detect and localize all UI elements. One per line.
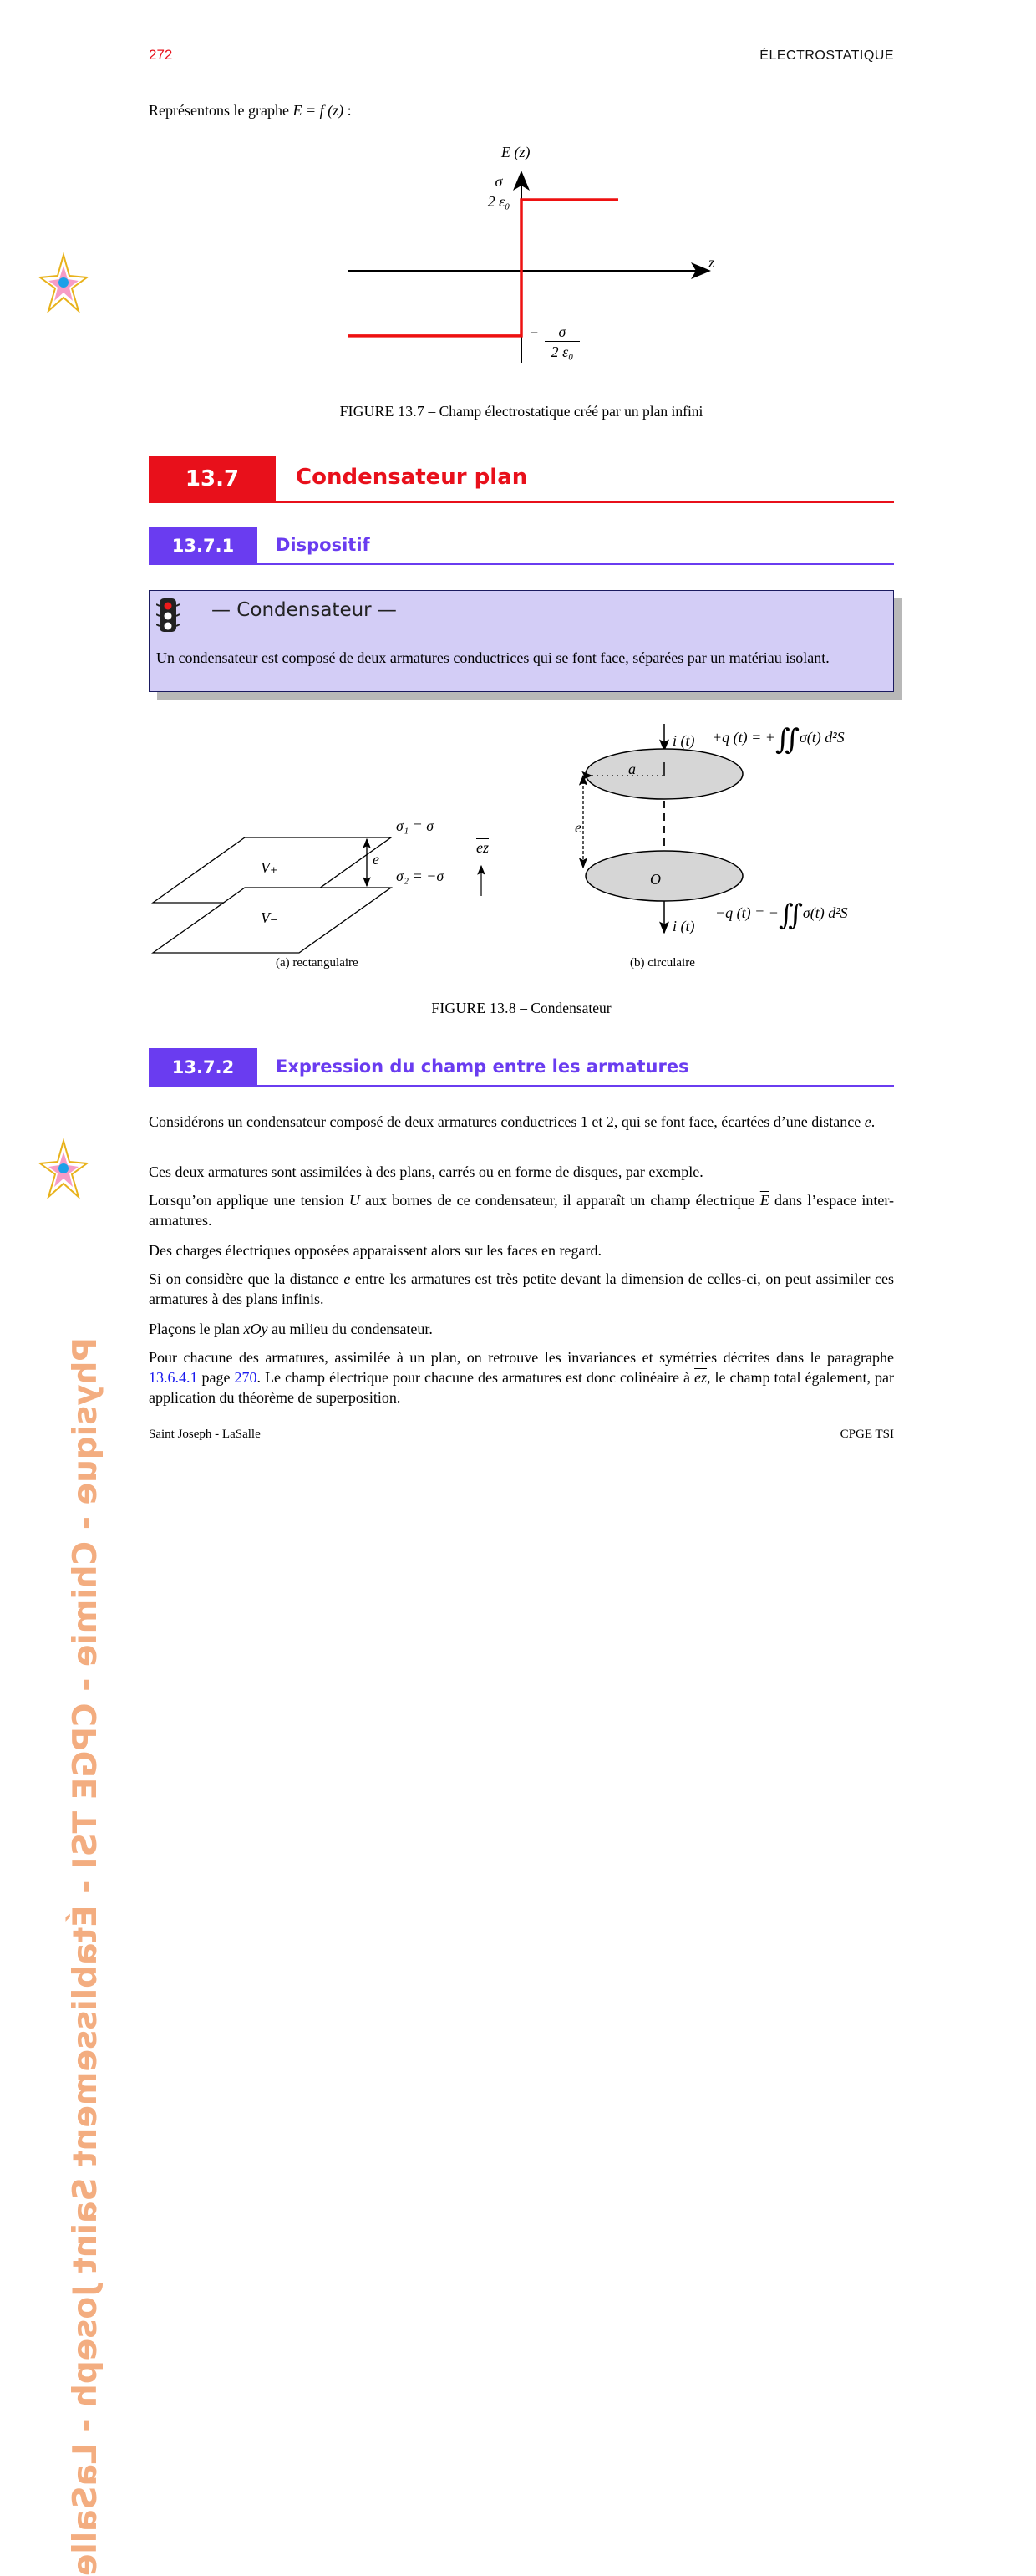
paragraph-2: Ces deux armatures sont assimilées à des plans, carrés ou en forme de disques, par exemple. [149,1163,703,1180]
rect-e-label: e [373,851,379,868]
x-axis-label: z [708,254,715,271]
vminus-label: V₋ [261,909,278,926]
subsection-title: Dispositif [276,535,370,555]
lower-value-label [545,323,580,362]
sidebar-text: Physique - Chimie - CPGE TSI - Établissement Saint Joseph - LaSalle [67,1337,104,2576]
section-13-7-2-header [149,1048,894,1087]
paragraph-7: Pour chacune des armatures, assimilée à un plan, on retrouve les invariances et symétries décrites dans le paragraphe 13.6.4.1 page 270. Le champ électrique pour chacune des armatures est donc colinéaire à $\overline{ez}$, le champ total également, par application du théorème de superposition. [149,1349,895,1406]
side-watermark [15,100,104,2576]
upper-value-label [481,172,516,211]
i-bottom-label: i (t) [673,918,695,934]
chapter-title: ÉLECTROSTATIQUE [759,48,894,63]
caption-prefix: FIGURE 13.8 [431,1000,516,1016]
circ-e-label: e [575,819,581,836]
definition-title: — Condensateur — [211,599,397,621]
subsection-number: 13.7.1 [149,527,257,565]
intro-line [149,100,894,120]
paragraph-5: Si on considère que la distance e entre les armatures est très petite devant la dimension de celles-ci, on peut assimiler ces armatures à des plans infinis. [149,1270,895,1307]
subsection-rule [149,1085,894,1087]
section-13-7-header [149,456,894,503]
subcaption-b: (b) circulaire [630,956,695,970]
lower-den: 2 ε₀ [551,344,574,360]
section-13-7-1-header [149,527,894,565]
lower-disc [586,851,743,901]
q-bottom-label: −q (t) = −∬σ(t) d²S [715,900,848,931]
ez-label: $\overline{ez}$ [476,839,489,856]
logo-star-icon [38,251,89,318]
logo-star-icon [38,1137,89,1204]
page-number: 272 [149,47,173,63]
upper-den: 2 ε₀ [487,193,510,210]
intro-text: Représentons le graphe [149,102,289,119]
intro-formula: E = f (z) [292,102,344,119]
subcaption-a: (a) rectangulaire [276,956,358,970]
q-top-label: +q (t) = +∬σ(t) d²S [712,725,845,756]
traffic-light-icon [156,598,180,634]
intro-colon: : [347,102,352,119]
radius-a-label: a [628,761,636,777]
y-axis-label: E (z) [501,144,531,160]
caption-prefix: FIGURE 13.7 [339,403,425,420]
section-number: 13.7 [149,456,276,501]
paragraph-4: Des charges électriques opposées apparaissent alors sur les faces en regard. [149,1242,602,1259]
subsection-number: 13.7.2 [149,1048,257,1087]
definition-body: Un condensateur est composé de deux armatures conductrices qui se font face, séparées par un matériau isolant. [156,649,830,666]
figure-13-7-caption [149,403,894,420]
link-page-ref[interactable]: 270 [234,1369,257,1386]
origin-o-label: O [650,871,661,888]
figure-13-8a-diagram [149,802,500,961]
lower-sign: − [530,324,539,341]
caption-text: – Champ électrostatique créé par un plan infini [428,403,703,420]
footer-left: Saint Joseph - LaSalle [149,1428,261,1441]
footer-right: CPGE TSI [840,1428,894,1441]
paragraph-1: Considérons un condensateur composé de deux armatures conductrices 1 et 2, qui se font face, écartées d’une distance e. [149,1113,876,1130]
lower-num: σ [545,323,580,342]
definition-box [149,590,894,692]
sigma1-label: σ₁ = σ [396,817,434,834]
sigma2-label: σ₂ = −σ [396,868,444,884]
page-header [149,45,894,69]
section-rule [149,501,894,503]
vplus-label: V₊ [261,859,278,876]
efield-series-line [348,200,618,336]
link-paragraph-ref[interactable]: 13.6.4.1 [149,1369,198,1386]
paragraph-6: Plaçons le plan xOy au milieu du condensateur. [149,1321,433,1337]
upper-num: σ [481,172,516,191]
subsection-title: Expression du champ entre les armatures [276,1056,689,1077]
paragraph-3: Lorsqu’on applique une tension U aux bornes de ce condensateur, il apparaît un champ électrique $\overline{E}$ dans l’espace inter-armatures. [149,1192,894,1229]
caption-text: – Condensateur [520,1000,612,1016]
subsection-rule [149,563,894,565]
figure-13-8-caption [149,1000,894,1017]
section-title: Condensateur plan [296,465,528,490]
i-top-label: i (t) [673,732,695,749]
